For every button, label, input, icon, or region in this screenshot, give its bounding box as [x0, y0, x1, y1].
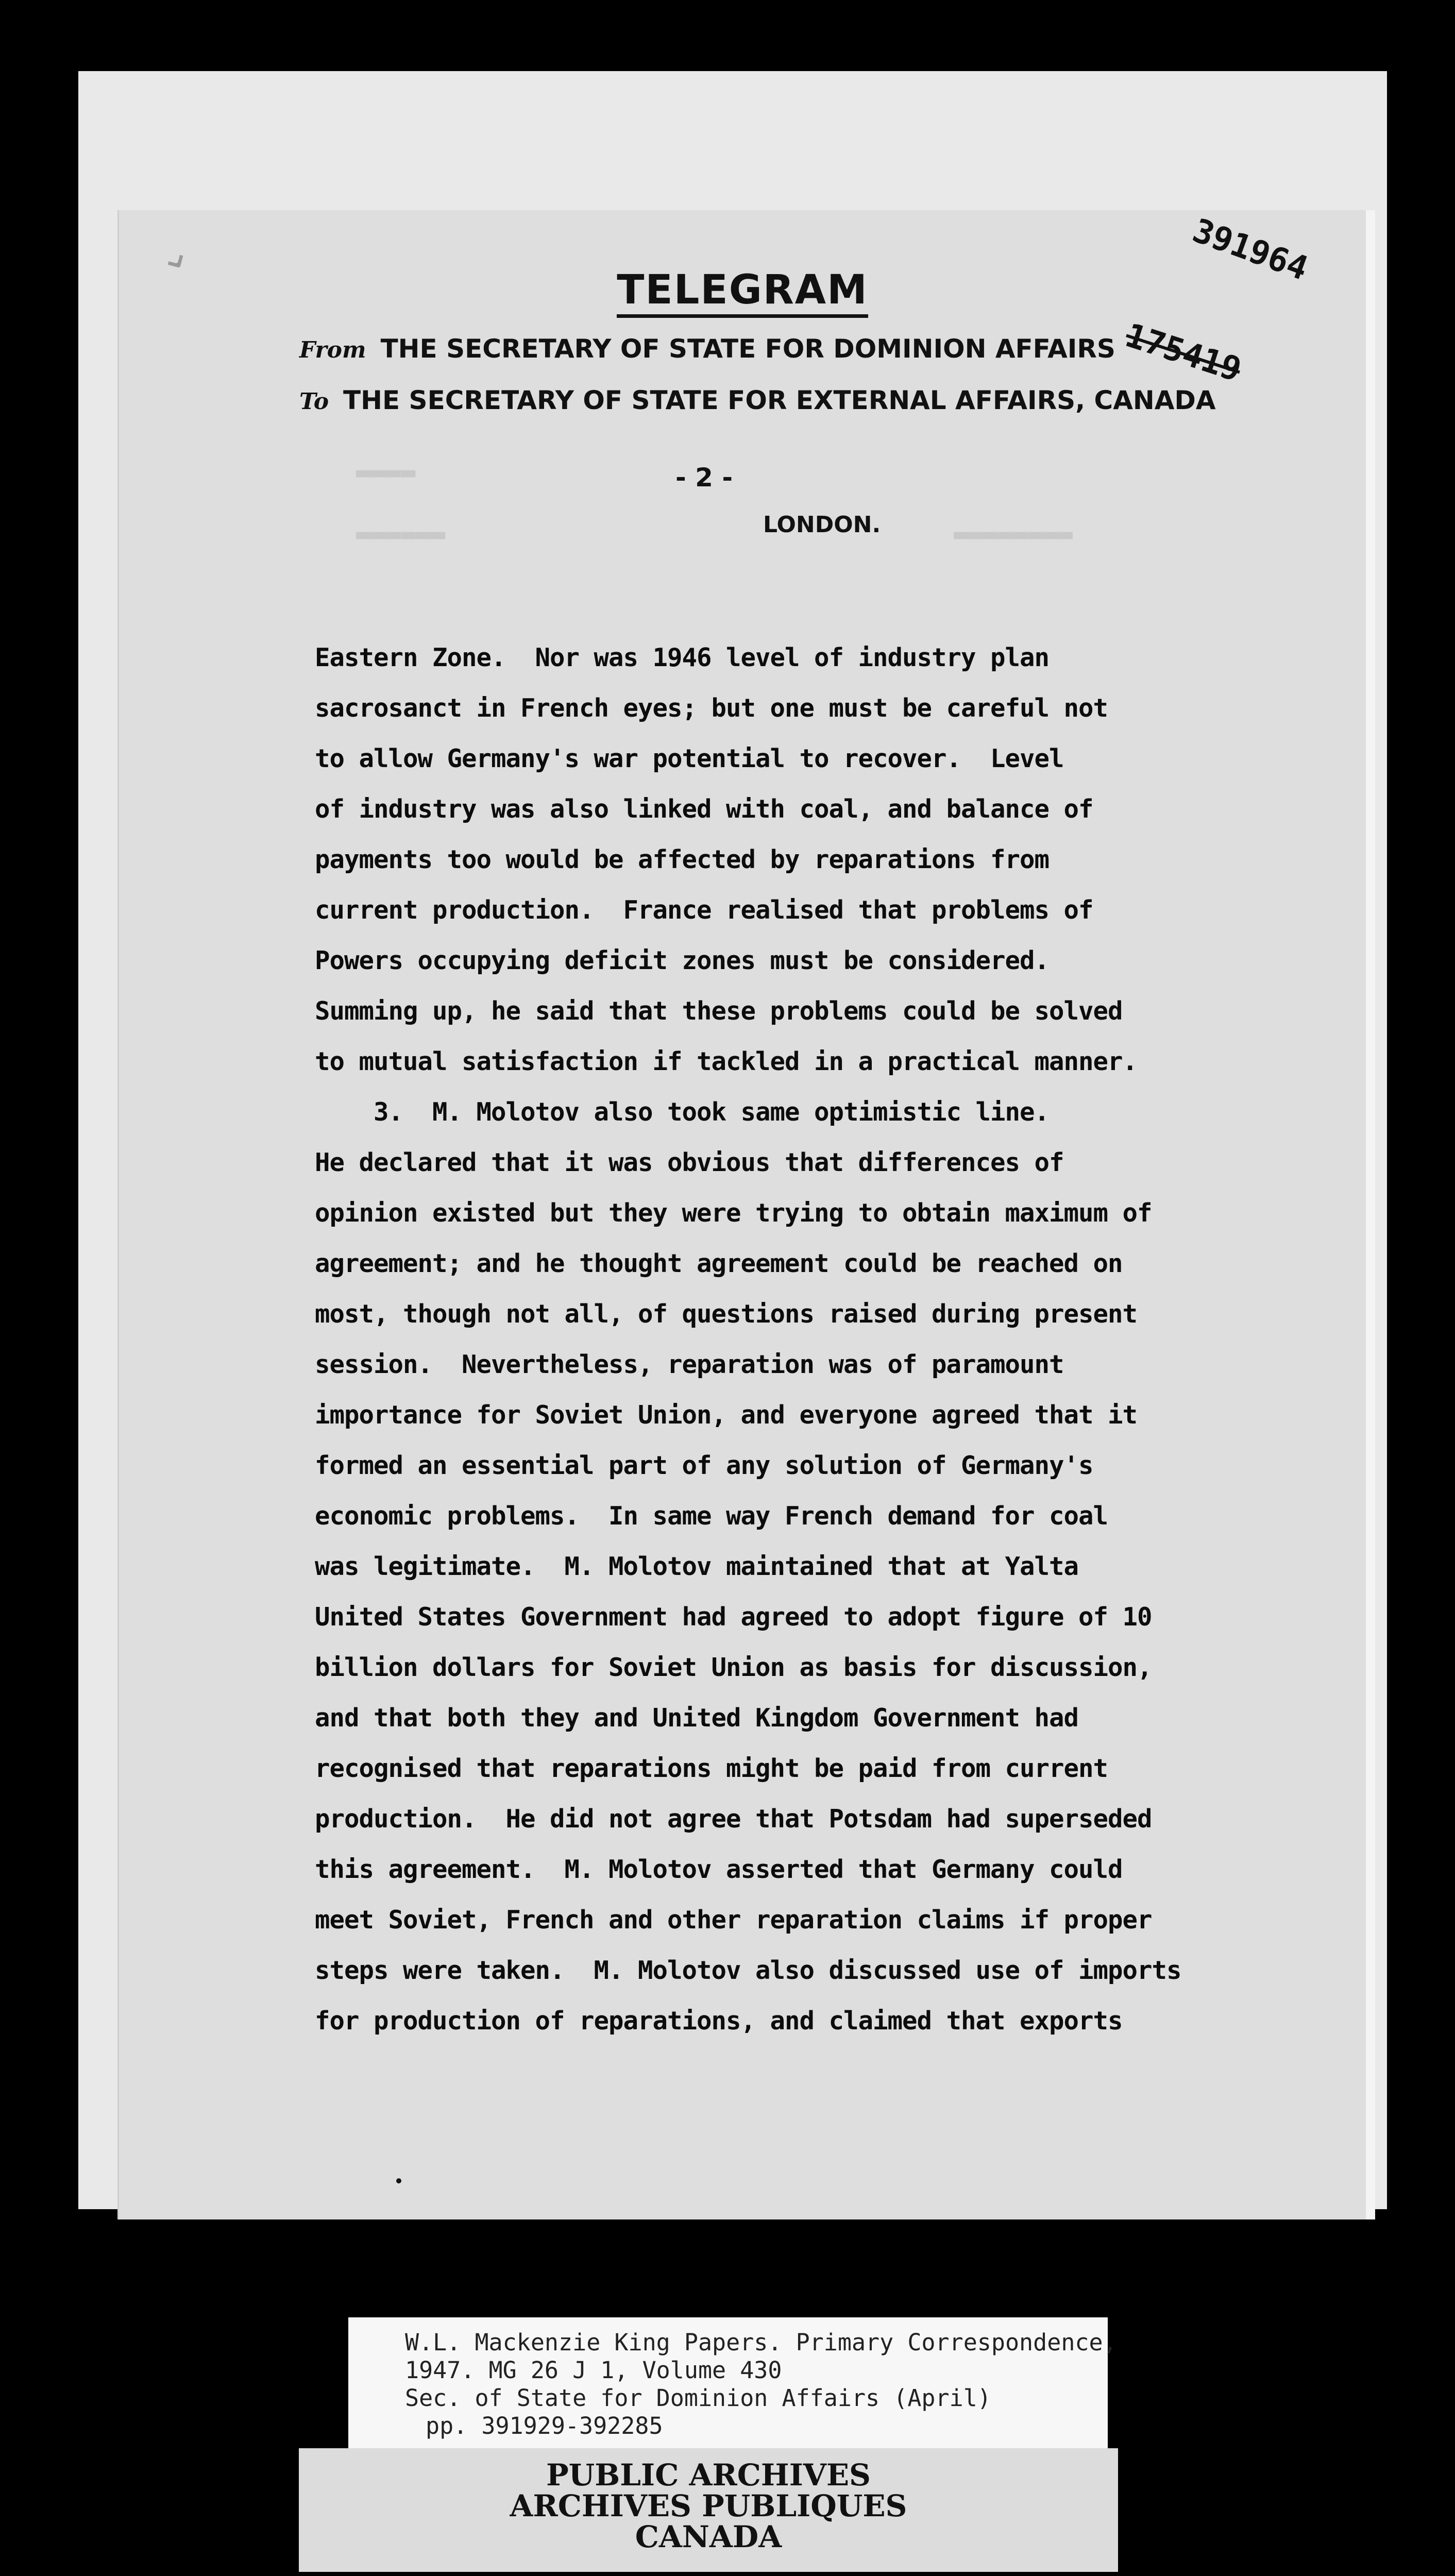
- from-text: THE SECRETARY OF STATE FOR DOMINION AFFAIRS: [380, 334, 1115, 364]
- body-line: opinion existed but they were trying to obtain maximum of: [315, 1198, 1152, 1228]
- body-line: agreement; and he thought agreement could be reached on: [315, 1249, 1123, 1278]
- body-line: session. Nevertheless, reparation was of paramount: [315, 1350, 1064, 1379]
- body-line: was legitimate. M. Molotov maintained that at Yalta: [315, 1552, 1079, 1581]
- body-line: Powers occupying deficit zones must be considered.: [315, 946, 1050, 975]
- body-line: current production. France realised that problems of: [315, 895, 1093, 925]
- catalog-label: [348, 2317, 1117, 2451]
- body-line: production. He did not agree that Potsdam had superseded: [315, 1804, 1152, 1834]
- body-line: importance for Soviet Union, and everyone agreed that it: [315, 1400, 1138, 1430]
- catalog-line: 1947. MG 26 J 1, Volume 430: [405, 2357, 782, 2384]
- body-line: to mutual satisfaction if tackled in a practical manner.: [315, 1047, 1138, 1076]
- body-line: formed an essential part of any solution of Germany's: [315, 1451, 1093, 1480]
- body-line: Eastern Zone. Nor was 1946 level of industry plan: [315, 643, 1050, 672]
- catalog-line: W.L. Mackenzie King Papers. Primary Correspondence,: [405, 2329, 1117, 2356]
- archives-line: ARCHIVES PUBLIQUES: [510, 2488, 907, 2523]
- place-line: LONDON.: [763, 512, 881, 538]
- body-line: of industry was also linked with coal, and balance of: [315, 794, 1093, 824]
- catalog-line: Sec. of State for Dominion Affairs (April): [405, 2384, 991, 2412]
- telegram-page: [117, 210, 1366, 2219]
- body-line: for production of reparations, and claimed that exports: [315, 2006, 1123, 2036]
- faint-bleedthrough: ▬▬▬▬: [356, 457, 416, 486]
- page-edge: [1366, 210, 1375, 2219]
- body-line: most, though not all, of questions raised during present: [315, 1299, 1138, 1329]
- speck: [396, 2178, 401, 2183]
- page-number: - 2 -: [675, 463, 733, 493]
- archive-number-stamp: 391964: [1188, 211, 1313, 289]
- archives-line: CANADA: [635, 2519, 782, 2554]
- file-number-stamp: 175419: [1121, 316, 1246, 389]
- body-line: steps were taken. M. Molotov also discussed use of imports: [315, 1956, 1181, 1985]
- body-line: Summing up, he said that these problems could be solved: [315, 996, 1123, 1026]
- faint-bleedthrough: ▬▬▬▬▬▬▬▬: [954, 519, 1073, 548]
- body-line: meet Soviet, French and other reparation claims if proper: [315, 1905, 1152, 1935]
- archives-stamp: [299, 2448, 1118, 2572]
- body-line: He declared that it was obvious that differences of: [315, 1148, 1064, 1177]
- from-label: From: [299, 337, 366, 363]
- body-line: sacrosanct in French eyes; but one must be careful not: [315, 693, 1108, 723]
- body-line: billion dollars for Soviet Union as basis for discussion,: [315, 1653, 1152, 1682]
- body-line: 3. M. Molotov also took same optimistic line.: [315, 1097, 1050, 1127]
- body-line: this agreement. M. Molotov asserted that Germany could: [315, 1855, 1123, 1884]
- archives-line: PUBLIC ARCHIVES: [546, 2458, 871, 2493]
- from-line: [299, 334, 1115, 364]
- catalog-line: pp. 391929-392285: [426, 2412, 663, 2439]
- corner-mark: ⌄: [145, 225, 199, 284]
- body-line: United States Government had agreed to adopt figure of 10: [315, 1602, 1152, 1632]
- body-line: and that both they and United Kingdom Government had: [315, 1703, 1079, 1733]
- to-text: THE SECRETARY OF STATE FOR EXTERNAL AFFAIRS, CANADA: [343, 385, 1216, 415]
- telegram-title: TELEGRAM: [119, 267, 1366, 313]
- body-line: payments too would be affected by reparations from: [315, 845, 1050, 874]
- body-line: recognised that reparations might be paid from current: [315, 1754, 1108, 1783]
- faint-bleedthrough: ▬▬▬▬▬▬: [356, 519, 446, 548]
- to-label: To: [299, 388, 329, 415]
- body-line: to allow Germany's war potential to recover. Level: [315, 744, 1064, 773]
- to-line: [299, 385, 1216, 415]
- body-line: economic problems. In same way French demand for coal: [315, 1501, 1108, 1531]
- telegram-body: [315, 633, 1345, 2046]
